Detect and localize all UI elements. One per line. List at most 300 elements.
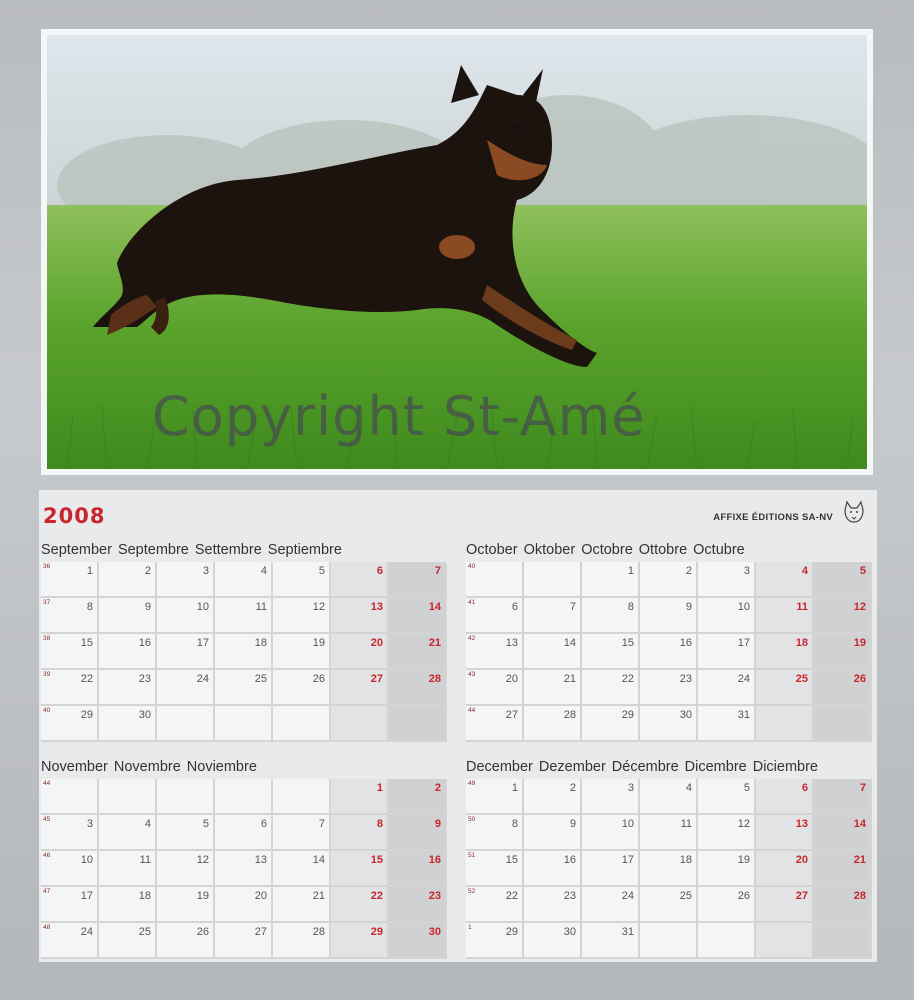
day-cell [273, 779, 331, 815]
day-cell [41, 634, 99, 670]
day-cell [41, 706, 99, 742]
day-cell [582, 887, 640, 923]
day-cell [756, 923, 814, 959]
day-number: 23 [428, 890, 441, 902]
day-cell [524, 815, 582, 851]
day-number: 13 [254, 854, 267, 866]
week-number: 36 [43, 563, 51, 570]
day-cell [698, 815, 756, 851]
day-number: 7 [569, 601, 576, 613]
day-number: 3 [743, 565, 750, 577]
day-number: 10 [196, 601, 209, 613]
day-cell [99, 815, 157, 851]
day-cell [389, 887, 447, 923]
day-cell [582, 851, 640, 887]
day-number: 19 [853, 637, 866, 649]
month-name: November [41, 759, 108, 775]
day-cell [466, 851, 524, 887]
day-cell [157, 887, 215, 923]
day-number: 5 [202, 818, 209, 830]
day-number: 21 [312, 890, 325, 902]
day-number: 11 [796, 601, 808, 613]
day-cell [582, 815, 640, 851]
week-number: 47 [43, 888, 51, 895]
month-grid [466, 779, 872, 959]
day-number: 25 [679, 890, 692, 902]
day-number: 23 [138, 673, 151, 685]
day-number: 31 [737, 709, 750, 721]
day-number: 7 [434, 565, 441, 577]
month-name: September [41, 542, 112, 558]
day-number: 11 [139, 854, 151, 866]
day-number: 15 [80, 637, 93, 649]
day-cell [814, 634, 872, 670]
day-cell [273, 887, 331, 923]
day-number: 2 [144, 565, 151, 577]
day-cell [157, 634, 215, 670]
day-cell [640, 706, 698, 742]
day-cell [756, 706, 814, 742]
day-number: 3 [86, 818, 93, 830]
day-number: 22 [621, 673, 634, 685]
day-cell [331, 706, 389, 742]
day-cell [331, 779, 389, 815]
day-number: 28 [853, 890, 866, 902]
day-cell [582, 779, 640, 815]
day-number: 24 [196, 673, 209, 685]
day-number: 22 [370, 890, 383, 902]
day-cell [698, 923, 756, 959]
day-cell [157, 851, 215, 887]
month-grid [466, 562, 872, 742]
day-cell [756, 598, 814, 634]
week-number: 42 [468, 635, 476, 642]
month-name: Décembre [611, 759, 679, 775]
day-cell [698, 598, 756, 634]
day-cell [41, 923, 99, 959]
month-name: Septiembre [267, 542, 342, 558]
day-number: 30 [138, 709, 151, 721]
day-number: 26 [196, 926, 209, 938]
day-cell [466, 923, 524, 959]
day-number: 26 [853, 673, 866, 685]
day-number: 26 [312, 673, 325, 685]
day-cell [582, 562, 640, 598]
day-cell [99, 851, 157, 887]
publisher-name: AFFIXE ÉDITIONS SA-NV [713, 512, 833, 523]
day-cell [331, 670, 389, 706]
month-name: Octobre [581, 542, 633, 558]
day-cell [41, 887, 99, 923]
day-cell [698, 779, 756, 815]
day-number: 12 [312, 601, 325, 613]
day-number: 12 [737, 818, 750, 830]
day-number: 24 [80, 926, 93, 938]
day-number: 29 [370, 926, 383, 938]
day-cell [466, 598, 524, 634]
day-cell [756, 887, 814, 923]
day-number: 24 [737, 673, 750, 685]
week-number: 52 [468, 888, 476, 895]
day-cell [756, 670, 814, 706]
day-number: 21 [428, 637, 441, 649]
day-cell [331, 598, 389, 634]
week-number: 41 [468, 599, 476, 606]
day-cell [273, 706, 331, 742]
day-cell [524, 670, 582, 706]
day-cell [99, 598, 157, 634]
month-grid [41, 779, 447, 959]
day-number: 23 [563, 890, 576, 902]
day-number: 3 [627, 782, 634, 794]
month-name: Oktober [523, 542, 576, 558]
day-number: 1 [511, 782, 518, 794]
day-number: 15 [621, 637, 634, 649]
day-cell [99, 779, 157, 815]
day-number: 28 [563, 709, 576, 721]
day-number: 18 [795, 637, 808, 649]
day-cell [524, 598, 582, 634]
month-name: Septembre [117, 542, 189, 558]
day-number: 28 [428, 673, 441, 685]
day-cell [331, 923, 389, 959]
day-number: 14 [563, 637, 576, 649]
calendar-sheet [39, 490, 877, 962]
day-cell [157, 598, 215, 634]
day-cell [157, 923, 215, 959]
day-number: 3 [202, 565, 209, 577]
day-number: 24 [621, 890, 634, 902]
day-cell [814, 598, 872, 634]
day-cell [331, 562, 389, 598]
day-cell [41, 815, 99, 851]
day-cell [273, 562, 331, 598]
week-number: 50 [468, 816, 476, 823]
month-name: Noviembre [186, 759, 257, 775]
day-number: 9 [569, 818, 576, 830]
day-cell [331, 815, 389, 851]
day-number: 4 [801, 565, 808, 577]
day-cell [524, 887, 582, 923]
day-number: 9 [685, 601, 692, 613]
day-number: 5 [859, 565, 866, 577]
day-cell [215, 887, 273, 923]
day-number: 14 [312, 854, 325, 866]
day-cell [698, 562, 756, 598]
week-number: 51 [468, 852, 476, 859]
day-cell [389, 706, 447, 742]
day-number: 12 [196, 854, 209, 866]
day-number: 29 [80, 709, 93, 721]
day-number: 2 [569, 782, 576, 794]
day-cell [814, 923, 872, 959]
day-number: 26 [737, 890, 750, 902]
month-names [466, 753, 872, 775]
day-cell [582, 634, 640, 670]
day-cell [524, 923, 582, 959]
month-name: Diciembre [752, 759, 818, 775]
day-cell [157, 706, 215, 742]
day-number: 13 [795, 818, 808, 830]
day-cell [698, 706, 756, 742]
week-number: 40 [43, 707, 51, 714]
day-cell [466, 670, 524, 706]
day-number: 16 [563, 854, 576, 866]
month-name: October [466, 542, 518, 558]
day-cell [814, 670, 872, 706]
day-cell [273, 923, 331, 959]
day-cell [99, 670, 157, 706]
day-cell [389, 634, 447, 670]
month-name: Dezember [538, 759, 606, 775]
day-cell [640, 634, 698, 670]
day-cell [99, 923, 157, 959]
day-cell [99, 634, 157, 670]
day-number: 8 [86, 601, 93, 613]
day-number: 29 [505, 926, 518, 938]
day-cell [215, 779, 273, 815]
month-names [466, 536, 872, 558]
day-cell [640, 923, 698, 959]
calendar-year: 2008 [43, 504, 106, 528]
day-number: 15 [505, 854, 518, 866]
day-cell [157, 779, 215, 815]
day-cell [331, 634, 389, 670]
day-number: 4 [260, 565, 267, 577]
day-number: 7 [318, 818, 325, 830]
day-cell [41, 779, 99, 815]
day-cell [466, 815, 524, 851]
month-november [41, 753, 447, 959]
day-number: 8 [511, 818, 518, 830]
day-cell [466, 562, 524, 598]
day-cell [524, 779, 582, 815]
day-cell [640, 598, 698, 634]
day-cell [466, 706, 524, 742]
day-number: 23 [679, 673, 692, 685]
day-number: 10 [80, 854, 93, 866]
day-number: 27 [795, 890, 808, 902]
day-cell [389, 670, 447, 706]
day-number: 4 [685, 782, 692, 794]
month-september [41, 536, 447, 742]
day-number: 1 [86, 565, 93, 577]
day-cell [814, 887, 872, 923]
day-cell [41, 598, 99, 634]
day-cell [640, 851, 698, 887]
day-cell [582, 706, 640, 742]
day-cell [640, 815, 698, 851]
day-cell [466, 887, 524, 923]
day-number: 20 [505, 673, 518, 685]
day-cell [215, 562, 273, 598]
month-names [41, 536, 447, 558]
day-number: 21 [853, 854, 866, 866]
day-cell [814, 706, 872, 742]
day-number: 10 [621, 818, 634, 830]
day-number: 17 [80, 890, 93, 902]
day-number: 7 [859, 782, 866, 794]
day-cell [273, 634, 331, 670]
day-number: 27 [505, 709, 518, 721]
day-number: 17 [737, 637, 750, 649]
day-number: 1 [627, 565, 634, 577]
week-number: 39 [43, 671, 51, 678]
day-number: 15 [370, 854, 383, 866]
day-number: 27 [370, 673, 383, 685]
day-number: 2 [685, 565, 692, 577]
day-cell [157, 815, 215, 851]
day-number: 16 [428, 854, 441, 866]
day-cell [99, 706, 157, 742]
day-number: 19 [737, 854, 750, 866]
day-cell [389, 815, 447, 851]
copyright-watermark: Copyright St-Amé [152, 385, 646, 448]
day-number: 6 [801, 782, 808, 794]
day-number: 12 [853, 601, 866, 613]
day-number: 11 [680, 818, 692, 830]
day-number: 30 [563, 926, 576, 938]
day-number: 5 [743, 782, 750, 794]
week-number: 45 [43, 816, 51, 823]
day-cell [215, 598, 273, 634]
day-cell [814, 815, 872, 851]
day-cell [524, 706, 582, 742]
week-number: 44 [43, 780, 51, 787]
day-number: 14 [853, 818, 866, 830]
day-cell [582, 670, 640, 706]
day-cell [41, 562, 99, 598]
day-cell [215, 670, 273, 706]
dog-head-icon [839, 496, 869, 526]
day-number: 18 [138, 890, 151, 902]
day-number: 6 [511, 601, 518, 613]
day-number: 22 [80, 673, 93, 685]
day-number: 17 [196, 637, 209, 649]
day-cell [331, 851, 389, 887]
day-cell [273, 815, 331, 851]
day-number: 2 [434, 782, 441, 794]
month-name: Novembre [113, 759, 181, 775]
month-december [466, 753, 872, 959]
day-number: 20 [795, 854, 808, 866]
week-number: 44 [468, 707, 476, 714]
week-number: 37 [43, 599, 51, 606]
day-number: 29 [621, 709, 634, 721]
day-number: 9 [434, 818, 441, 830]
day-cell [389, 562, 447, 598]
day-number: 18 [679, 854, 692, 866]
day-cell [389, 923, 447, 959]
day-number: 9 [144, 601, 151, 613]
day-cell [698, 634, 756, 670]
day-cell [640, 670, 698, 706]
day-number: 21 [563, 673, 576, 685]
month-name: Settembre [194, 542, 262, 558]
day-number: 25 [254, 673, 267, 685]
day-cell [698, 670, 756, 706]
day-cell [756, 815, 814, 851]
day-cell [582, 923, 640, 959]
day-cell [814, 562, 872, 598]
day-cell [756, 779, 814, 815]
week-number: 46 [43, 852, 51, 859]
day-cell [640, 562, 698, 598]
day-cell [524, 634, 582, 670]
day-number: 1 [376, 782, 383, 794]
day-cell [524, 562, 582, 598]
day-cell [389, 598, 447, 634]
day-number: 16 [679, 637, 692, 649]
day-number: 19 [196, 890, 209, 902]
day-cell [389, 779, 447, 815]
day-number: 8 [627, 601, 634, 613]
day-number: 22 [505, 890, 518, 902]
day-cell [698, 851, 756, 887]
day-cell [524, 851, 582, 887]
day-cell [640, 779, 698, 815]
day-number: 6 [376, 565, 383, 577]
day-cell [99, 887, 157, 923]
day-number: 25 [138, 926, 151, 938]
day-cell [215, 851, 273, 887]
day-cell [756, 851, 814, 887]
day-number: 5 [318, 565, 325, 577]
day-cell [466, 779, 524, 815]
week-number: 38 [43, 635, 51, 642]
day-cell [157, 562, 215, 598]
day-cell [273, 851, 331, 887]
day-cell [215, 923, 273, 959]
day-cell [466, 634, 524, 670]
day-number: 20 [370, 637, 383, 649]
day-cell [756, 634, 814, 670]
day-number: 27 [254, 926, 267, 938]
day-cell [640, 887, 698, 923]
day-cell [389, 851, 447, 887]
week-number: 48 [43, 924, 51, 931]
month-name: December [466, 759, 533, 775]
month-name: Dicembre [684, 759, 747, 775]
day-cell [273, 670, 331, 706]
week-number: 1 [468, 924, 472, 931]
month-name: Ottobre [638, 542, 688, 558]
day-number: 25 [795, 673, 808, 685]
week-number: 40 [468, 563, 476, 570]
day-number: 14 [428, 601, 441, 613]
day-number: 20 [254, 890, 267, 902]
day-number: 13 [370, 601, 383, 613]
week-number: 43 [468, 671, 476, 678]
day-cell [756, 562, 814, 598]
month-names [41, 753, 447, 775]
week-number: 49 [468, 780, 476, 787]
day-cell [41, 670, 99, 706]
month-october [466, 536, 872, 742]
day-cell [814, 779, 872, 815]
day-cell [41, 851, 99, 887]
day-cell [215, 815, 273, 851]
day-cell [157, 670, 215, 706]
day-number: 19 [312, 637, 325, 649]
month-name: Octubre [693, 542, 745, 558]
day-number: 28 [312, 926, 325, 938]
day-number: 6 [260, 818, 267, 830]
day-number: 13 [505, 637, 518, 649]
day-number: 11 [255, 601, 267, 613]
day-cell [814, 851, 872, 887]
day-number: 4 [144, 818, 151, 830]
